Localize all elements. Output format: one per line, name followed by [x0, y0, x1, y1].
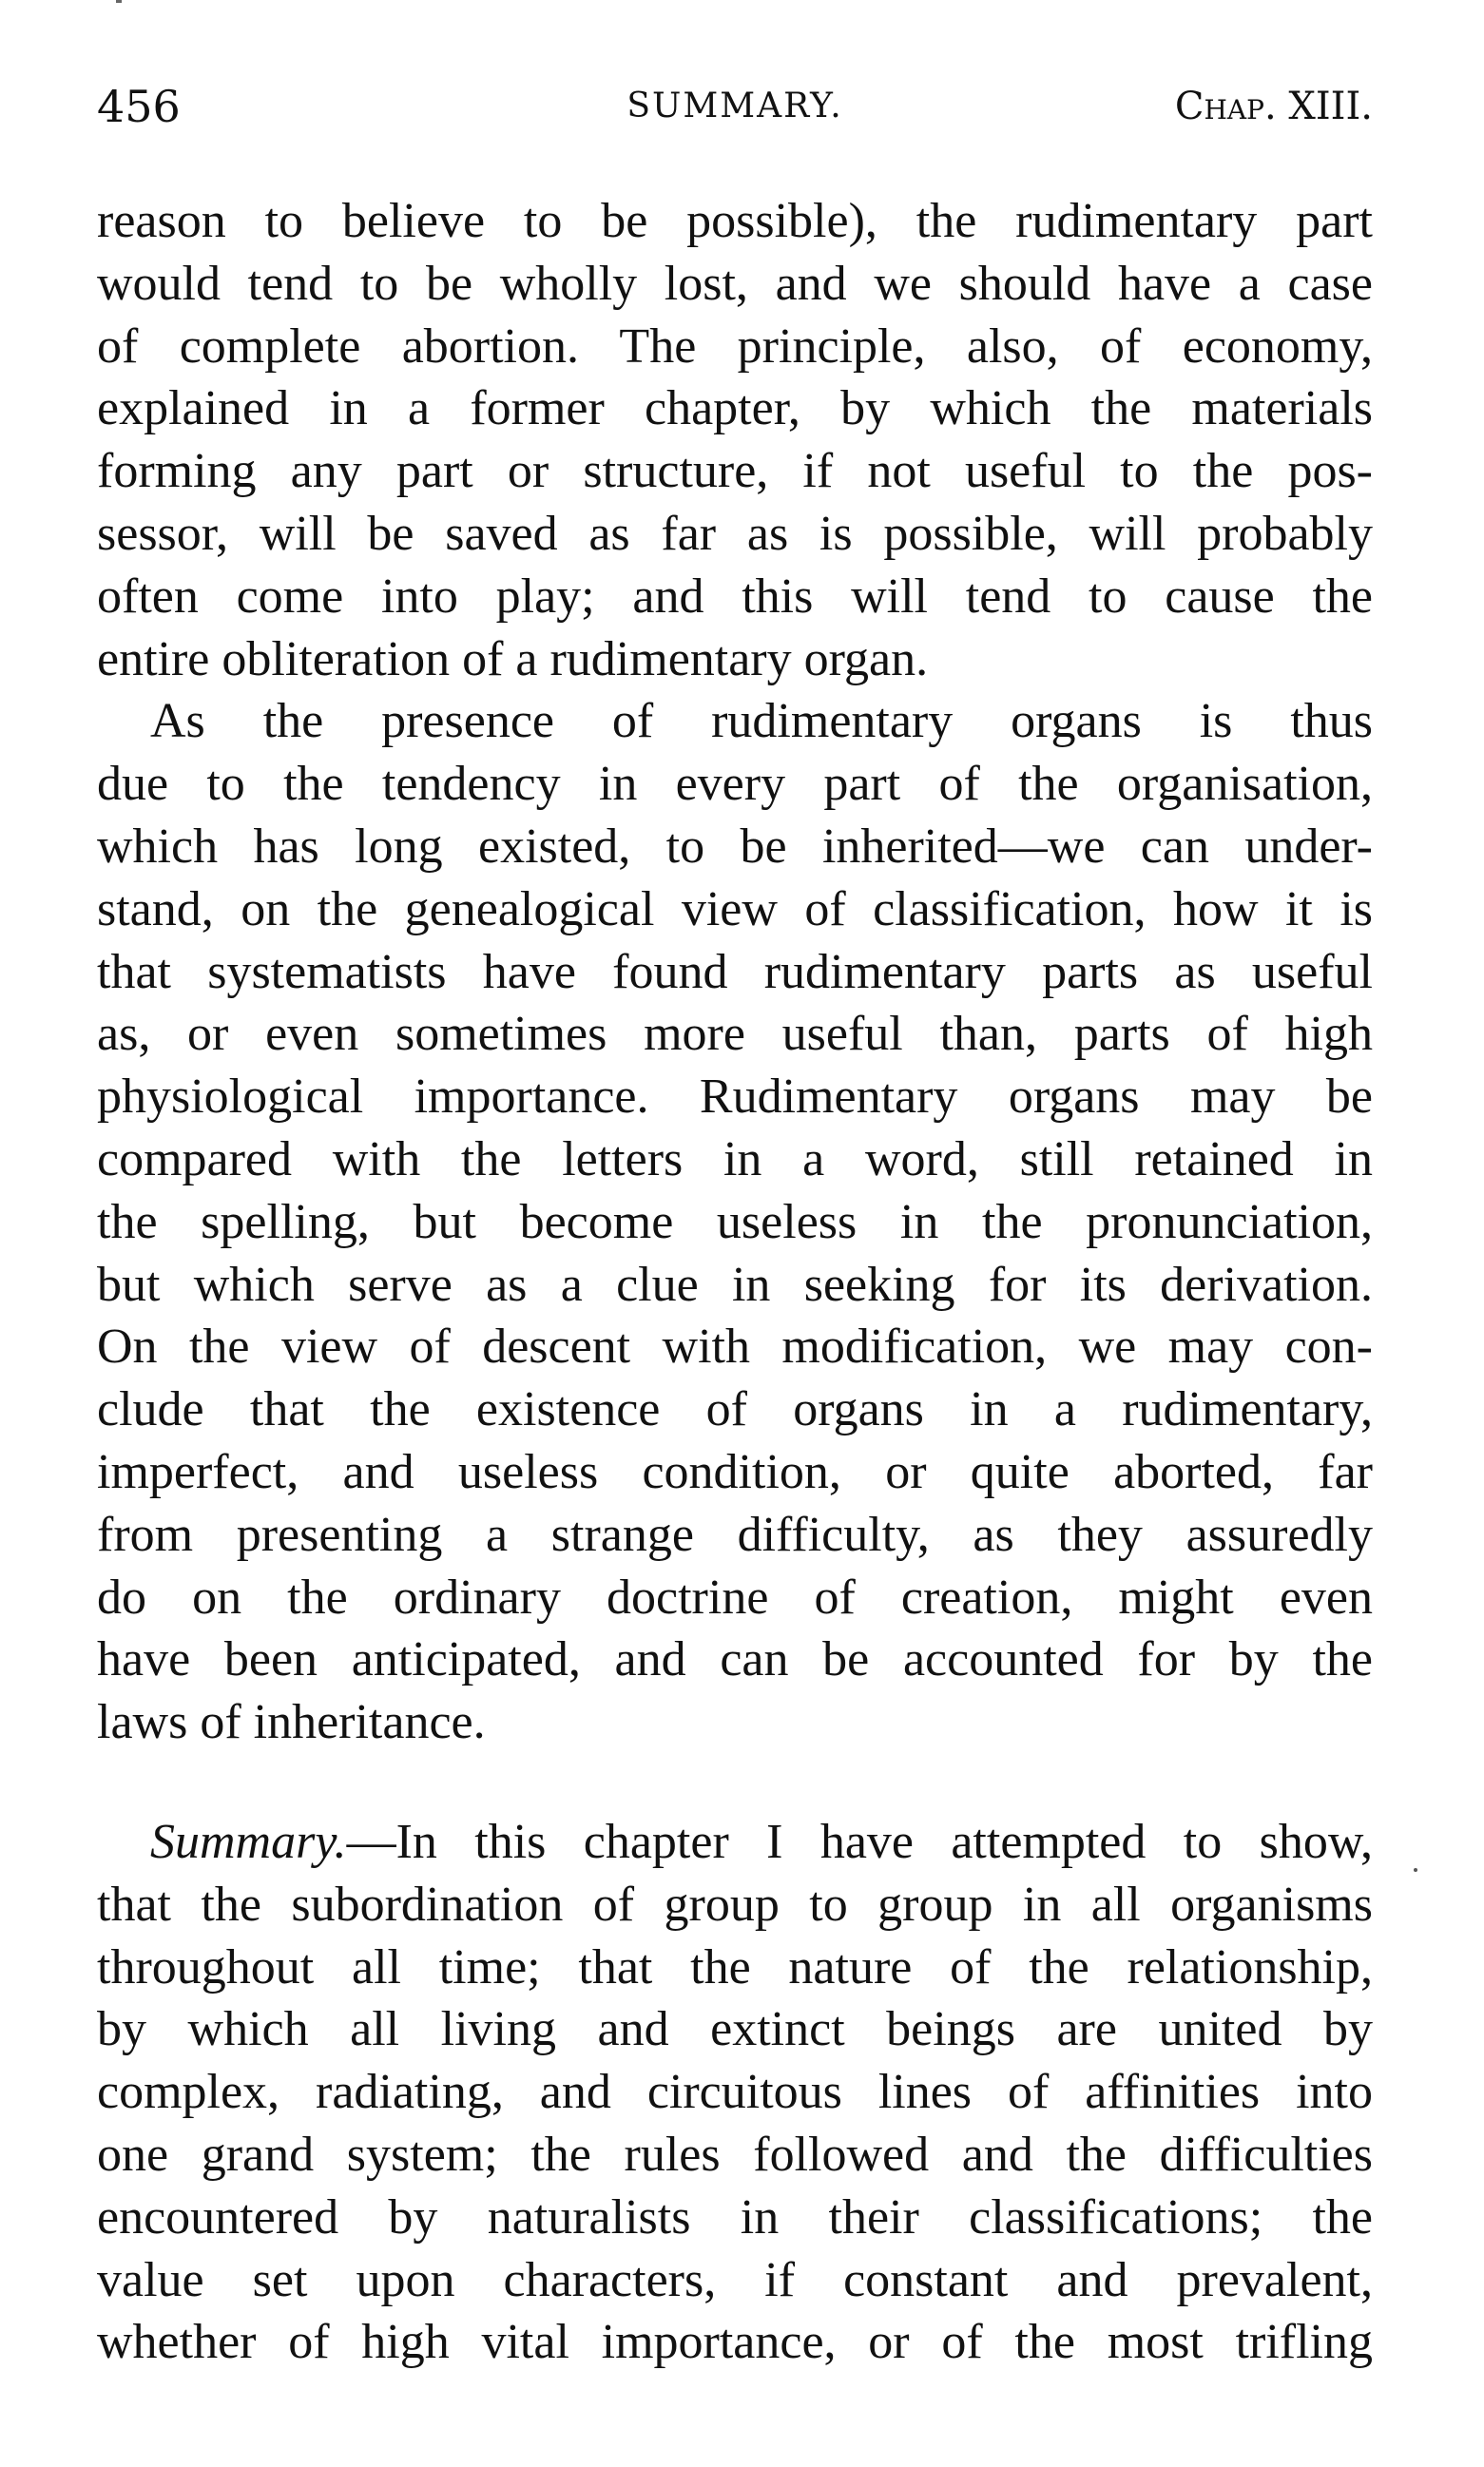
text-line: by which all living and extinct beings are united by: [97, 2002, 1373, 2057]
paragraph-2: [97, 690, 1373, 1754]
ink-mark: [116, 0, 122, 3]
text-line: value set upon characters, if constant and prevalent,: [97, 2252, 1373, 2307]
text-line: stand, on the genealogical view of classification, how it is: [97, 881, 1373, 936]
text-line: physiological importance. Rudimentary organs may be: [97, 1070, 1373, 1125]
text-line: often come into play; and this will tend to cause the: [97, 569, 1373, 624]
text-line: On the view of descent with modification, we may con-: [97, 1320, 1373, 1375]
text-line: throughout all time; that the nature of the relationship,: [97, 1939, 1373, 1995]
text-line: explained in a former chapter, by which the materials: [97, 381, 1373, 436]
text-line: imperfect, and useless condition, or quite aborted, far: [97, 1444, 1373, 1499]
text-line: that the subordination of group to group in all organisms: [97, 1877, 1373, 1932]
text-line: entire obliteration of a rudimentary organ.: [97, 631, 929, 686]
page-number: 456: [97, 81, 181, 132]
text-line: that systematists have found rudimentary parts as useful: [97, 944, 1373, 999]
page-header: [97, 78, 1373, 135]
text-line: due to the tendency in every part of the organisation,: [97, 757, 1373, 812]
text-line: the spelling, but become useless in the pronunciation,: [97, 1194, 1373, 1249]
text-line: which has long existed, to be inherited—we can under-: [97, 819, 1373, 874]
text-line: of complete abortion. The principle, also, of economy,: [97, 318, 1373, 374]
body-text: [97, 190, 1373, 2374]
text-line: from presenting a strange difficulty, as they assuredly: [97, 1507, 1373, 1562]
text-line: encountered by naturalists in their classifications; the: [97, 2189, 1373, 2245]
summary-heading: Summary.: [150, 1814, 347, 1869]
text-line: sessor, will be saved as far as is possible, will probably: [97, 506, 1373, 561]
chapter-label: Chap. XIII.: [1174, 85, 1373, 128]
text-line: do on the ordinary doctrine of creation, might even: [97, 1570, 1373, 1625]
text-line-rest: —In this chapter I have attempted to show,: [346, 1814, 1373, 1869]
paragraph-1: [97, 190, 1373, 690]
text-line: complex, radiating, and circuitous lines of affinities into: [97, 2065, 1373, 2120]
text-line: have been anticipated, and can be accounted for by the: [97, 1632, 1373, 1687]
text-line: laws of inheritance.: [97, 1695, 486, 1750]
text-line: but which serve as a clue in seeking for its derivation.: [97, 1257, 1373, 1312]
running-head: SUMMARY.: [626, 87, 843, 125]
summary-first-line: [97, 1811, 1373, 1874]
summary-paragraph: [97, 1811, 1373, 2374]
text-line: compared with the letters in a word, still retained in: [97, 1131, 1373, 1186]
text-line: As the presence of rudimentary organs is thus: [150, 694, 1373, 749]
text-line: whether of high vital importance, or of the most trifling: [97, 2315, 1373, 2370]
text-line: one grand system; the rules followed and the difficulties: [97, 2127, 1373, 2182]
text-line: reason to believe to be possible), the rudimentary part: [97, 194, 1373, 248]
text-line: as, or even sometimes more useful than, parts of high: [97, 1007, 1373, 1062]
text-line: clude that the existence of organs in a rudimentary,: [97, 1382, 1373, 1437]
text-line: would tend to be wholly lost, and we should have a case: [97, 256, 1373, 311]
text-line: forming any part or structure, if not useful to the pos-: [97, 444, 1373, 499]
ink-speck: [1414, 1868, 1417, 1872]
paragraph-spacer: [97, 1754, 1373, 1811]
